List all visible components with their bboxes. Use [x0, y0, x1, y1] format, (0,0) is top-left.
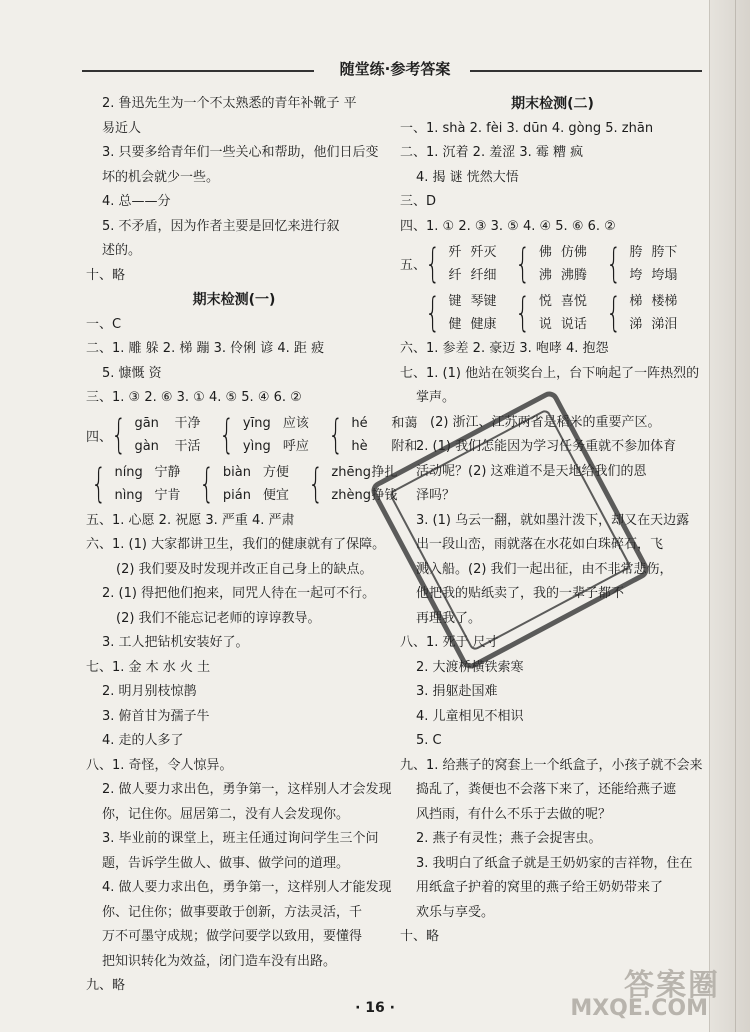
brace-glyph: { — [515, 240, 531, 287]
brace-glyph: { — [219, 412, 235, 458]
answer-line: 3. 工人把钻机安装好了。 — [102, 635, 249, 650]
brace-key: zhēng — [331, 465, 371, 480]
answer-line: 再理我了。 — [416, 610, 482, 626]
answer-line: 4. 走的人多了 — [102, 733, 184, 748]
answer-line: 三、D — [400, 194, 437, 209]
brace-key: 垮 — [629, 267, 643, 283]
section-title-exam-2: 期末检测(二) — [511, 96, 594, 112]
answer-line: 3. 我明白了纸盒子就是王奶奶家的吉祥物，住在 — [416, 855, 693, 871]
brace-key: níng — [114, 465, 143, 480]
brace-word: 应该 — [282, 416, 309, 431]
brace-key: 纤 — [448, 267, 462, 283]
brace-group-row — [86, 411, 418, 460]
answer-line: 你、记住你；做事要敢于创新，方法灵活，千 — [102, 904, 363, 920]
answer-line: 题，告诉学生做人、做事、做学问的道理。 — [102, 855, 350, 871]
brace-pair — [601, 290, 677, 336]
header-rule-left — [82, 70, 314, 72]
answer-line: 六、1. (1) 大家都讲卫生，我们的健康就有了保障。 — [86, 537, 386, 552]
answer-line: 把知识转化为效益，闭门造车没有出路。 — [102, 953, 337, 969]
answer-line: 出一段山峦，雨就落在水花如白珠碎石，飞 — [416, 537, 664, 552]
answer-line: 3. 毕业前的课堂上，班主任通过询问学生三个问 — [102, 831, 379, 846]
brace-glyph: { — [425, 289, 441, 336]
brace-glyph: { — [606, 240, 622, 287]
answer-line: 六、1. 参差 2. 豪迈 3. 咆哮 4. 抱怨 — [400, 341, 609, 356]
page-header — [82, 58, 702, 82]
answer-line: (2) 浙江、江苏两省是稻米的重要产区。 — [430, 414, 661, 430]
brace-word: 歼灭 — [470, 244, 497, 260]
answer-line: 5. 不矛盾，因为作者主要是回忆来进行叙 — [102, 218, 340, 234]
brace-glyph: { — [91, 461, 107, 507]
brace-key: hé — [351, 416, 368, 431]
answer-line: 一、C — [86, 316, 122, 332]
brace-word: 说话 — [560, 316, 587, 332]
brace-group-row — [400, 239, 705, 288]
brace-word: 干净 — [174, 416, 201, 431]
brace-key: pián — [222, 488, 251, 503]
brace-glyph: { — [515, 289, 531, 336]
question-label: 五、 — [400, 258, 427, 273]
watermark-url: MXQE.COM — [570, 996, 708, 1021]
brace-key: 胯 — [629, 244, 643, 260]
answer-line: 你，记住你。屈居第二，没有人会发现你。 — [102, 806, 350, 822]
page-number: · 16 · — [355, 1000, 395, 1016]
brace-word: 涕泪 — [651, 316, 678, 332]
section-title-exam-1: 期末检测(一) — [192, 292, 276, 308]
brace-pair — [106, 412, 200, 458]
answer-line: 2. (1) 我们怎能因为学习任务重就不参加体育 — [416, 439, 677, 454]
answer-line: 2. 明月别枝惊鹊 — [102, 684, 197, 699]
brace-key: zhèng — [331, 488, 371, 503]
answer-line: 五、1. 心愿 2. 祝愿 3. 严重 4. 严肃 — [86, 512, 295, 528]
brace-word: 沸腾 — [560, 267, 587, 283]
brace-word: 喜悦 — [560, 293, 587, 309]
brace-word: 楼梯 — [651, 293, 678, 309]
answer-line: (2) 我们要及时发现并改正自己身上的缺点。 — [116, 561, 373, 577]
brace-pair — [420, 290, 496, 336]
brace-glyph: { — [606, 289, 622, 336]
brace-word: 挣扎 — [371, 465, 398, 480]
answer-line: 2. 鲁迅先生为一个不太熟悉的青年补靴子 平 — [102, 96, 357, 111]
brace-key: yìng — [242, 439, 271, 454]
brace-key: 涕 — [629, 316, 643, 332]
brace-key: 说 — [538, 316, 552, 332]
left-lines-b — [86, 509, 392, 999]
answer-line: 十、略 — [400, 929, 440, 944]
answer-line: 八、1. 奇怪，令人惊异。 — [86, 757, 233, 773]
brace-glyph: { — [425, 240, 441, 287]
brace-word: 干活 — [174, 439, 201, 454]
answer-line: 5. C — [416, 733, 442, 748]
brace-pair — [510, 290, 586, 336]
brace-glyph: { — [199, 461, 215, 507]
answer-line: 三、1. ③ 2. ⑥ 3. ① 4. ⑤ 5. ④ 6. ② — [86, 390, 302, 405]
brace-key: 健 — [448, 316, 462, 332]
brace-word: 和蔼 — [391, 416, 418, 431]
brace-key: gān — [134, 416, 159, 431]
pinyin-groups — [86, 411, 418, 509]
answer-line: 八、1. 死于 尺寸 — [400, 635, 499, 650]
answer-line: 万不可墨守成规；做学问要学以致用，要懂得 — [102, 929, 363, 944]
answer-line: 七、1. (1) 他站在领奖台上，台下响起了一阵热烈的 — [400, 365, 700, 381]
brace-word: 胯下 — [651, 244, 678, 260]
answer-line: 泽吗？ — [416, 488, 456, 503]
answer-line: 3. 俯首甘为孺子牛 — [102, 708, 210, 724]
left-top-lines — [86, 92, 382, 288]
brace-key: 悦 — [538, 293, 552, 309]
brace-word: 挣钱 — [371, 488, 398, 503]
answer-line: 溅入船。(2) 我们一起出征，由不非常悲伤， — [416, 561, 673, 577]
answer-line: 一、1. shà 2. fèi 3. dūn 4. gòng 5. zhān — [400, 120, 654, 136]
brace-glyph: { — [328, 412, 344, 458]
char-groups — [400, 239, 705, 337]
brace-pair — [214, 412, 308, 458]
answer-line: 3. (1) 乌云一翻，就如墨汁泼下，却又在天边露 — [416, 512, 690, 528]
answer-line: 二、1. 沉着 2. 羞涩 3. 霉 糟 疯 — [400, 145, 584, 160]
answer-line: 捣乱了，粪便也不会落下来了，还能给燕子遮 — [416, 782, 677, 797]
brace-key: 梯 — [629, 293, 643, 309]
watermark-logo: 答案圈 — [624, 968, 720, 1003]
answer-line: 二、1. 雕 躲 2. 梯 蹦 3. 伶俐 谚 4. 距 疲 — [86, 341, 325, 356]
brace-key: 键 — [448, 293, 462, 309]
brace-pair — [510, 241, 586, 287]
answer-line: (2) 我们不能忘记老师的谆谆教导。 — [116, 610, 321, 626]
page-edge-line — [735, 0, 736, 1032]
answer-line: 4. 揭 谜 恍然大悟 — [416, 169, 519, 185]
left-column — [86, 92, 418, 999]
answer-line: 他把我的贴纸卖了，我的一辈子都不 — [416, 586, 625, 601]
brace-word: 宁肯 — [154, 488, 181, 503]
brace-key: 佛 — [538, 244, 552, 260]
answer-line: 3. 捐躯赴国难 — [416, 684, 498, 699]
answer-line: 九、1. 给燕子的窝套上一个纸盒子，小孩子就不会来 — [400, 757, 703, 773]
brace-glyph: { — [111, 412, 127, 458]
answer-line: 述的。 — [102, 243, 142, 258]
answer-line: 欢乐与享受。 — [416, 904, 495, 920]
header-rule-right — [470, 70, 702, 72]
brace-word: 方便 — [262, 465, 289, 480]
answer-line: 2. 燕子有灵性；燕子会捉害虫。 — [416, 831, 602, 846]
brace-word: 便宜 — [262, 488, 289, 503]
brace-pair — [194, 461, 288, 507]
brace-key: biàn — [222, 465, 251, 480]
answer-line: 活动呢？(2) 这难道不是天地给我们的恩 — [416, 463, 647, 479]
answer-line: 4. 做人要力求出色，勇争第一，这样别人才能发现 — [102, 880, 392, 895]
brace-key: yīng — [242, 416, 271, 431]
question-label: 四、 — [86, 429, 113, 445]
header-title: 随堂练·参考答案 — [339, 60, 451, 78]
page-edge — [709, 0, 750, 1032]
answer-line: 3. 只要多给青年们一些关心和帮助，他们日后变 — [102, 145, 379, 160]
brace-key: nìng — [114, 488, 143, 503]
answer-line: 掌声。 — [416, 390, 456, 405]
answer-line: 十、略 — [86, 267, 126, 283]
answer-line: 易近人 — [102, 120, 142, 136]
answer-line: 4. 总——分 — [102, 194, 171, 209]
brace-key: gàn — [134, 439, 159, 454]
answer-line: 2. 做人要力求出色，勇争第一，这样别人才会发现 — [102, 782, 392, 797]
right-lines-a — [400, 117, 705, 240]
brace-key: 歼 — [448, 244, 462, 260]
brace-word: 仿佛 — [560, 244, 587, 260]
answer-line: 七、1. 金 木 水 火 土 — [86, 659, 211, 675]
brace-pair — [86, 461, 180, 507]
answer-line: 用纸盒子护着的窝里的燕子给王奶奶带来了 — [416, 880, 664, 895]
brace-pair — [420, 241, 496, 287]
answer-line: 风挡雨，有什么不乐于去做的呢？ — [416, 806, 612, 822]
brace-word: 琴键 — [470, 293, 497, 309]
brace-key: hè — [351, 439, 368, 454]
answer-line: 4. 儿童相见不相识 — [416, 708, 524, 724]
answer-line: 九、略 — [86, 978, 126, 993]
answer-line: 坏的机会就少一些。 — [102, 169, 220, 185]
brace-group-row — [400, 288, 705, 337]
brace-word: 呼应 — [282, 439, 309, 454]
brace-glyph: { — [308, 461, 324, 507]
answer-line: 四、1. ① 2. ③ 3. ⑤ 4. ④ 5. ⑥ 6. ② — [400, 218, 616, 234]
left-lines-a — [86, 313, 382, 411]
answer-line: 2. 大渡桥横铁索寒 — [416, 659, 524, 675]
brace-word: 纤细 — [470, 267, 497, 283]
brace-key: 沸 — [538, 267, 552, 283]
brace-word: 健康 — [470, 316, 497, 332]
brace-pair — [601, 241, 677, 287]
brace-group-row — [86, 460, 398, 509]
brace-word: 宁静 — [154, 465, 181, 480]
answer-line: 5. 慷慨 资 — [102, 365, 162, 381]
brace-word: 垮塌 — [651, 267, 678, 283]
brace-word: 附和 — [391, 439, 418, 454]
answer-line: 2. (1) 得把他们抱来，同咒人待在一起可不行。 — [102, 586, 376, 601]
